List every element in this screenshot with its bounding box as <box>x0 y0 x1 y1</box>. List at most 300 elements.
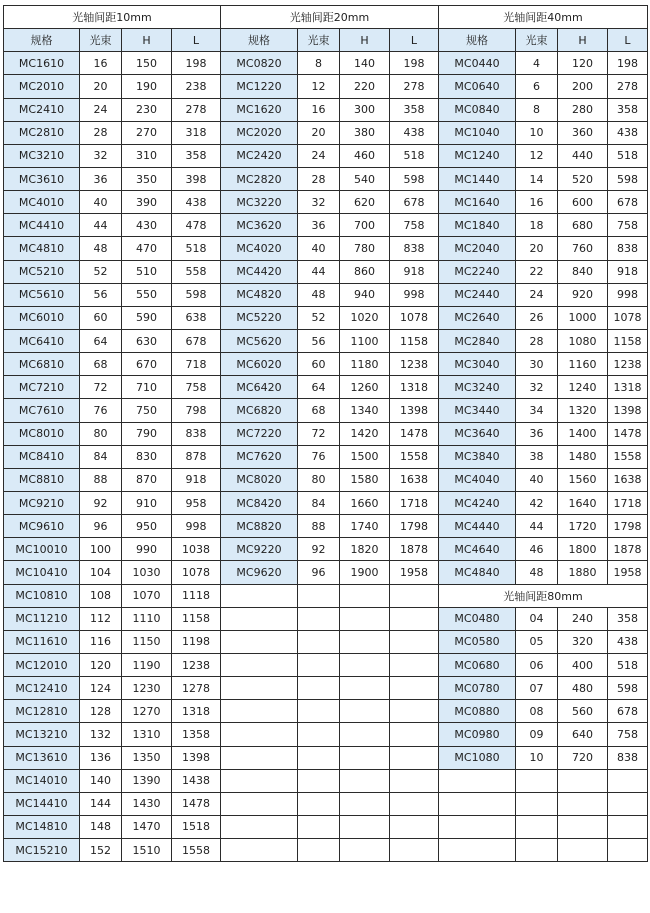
empty-cell <box>298 723 340 746</box>
spec-cell: MC0840 <box>439 98 516 121</box>
beams-cell: 8 <box>516 98 558 121</box>
l-cell: 1398 <box>172 746 221 769</box>
h-cell: 460 <box>340 144 390 167</box>
spec-cell: MC4410 <box>4 214 80 237</box>
spec-cell: MC13210 <box>4 723 80 746</box>
l-cell: 1478 <box>172 792 221 815</box>
l-cell: 198 <box>608 52 648 75</box>
empty-cell <box>608 769 648 792</box>
empty-cell <box>221 769 298 792</box>
empty-cell <box>298 677 340 700</box>
h-cell: 1820 <box>340 538 390 561</box>
l-cell: 1318 <box>608 376 648 399</box>
spec-cell: MC13610 <box>4 746 80 769</box>
h-cell: 310 <box>122 144 172 167</box>
beams-cell: 96 <box>298 561 340 584</box>
l-cell: 678 <box>172 329 221 352</box>
spec-cell: MC3640 <box>439 422 516 445</box>
l-cell: 278 <box>390 75 439 98</box>
column-header: H <box>340 29 390 52</box>
table-row <box>4 52 648 75</box>
table-row <box>4 746 648 769</box>
l-cell: 1718 <box>390 491 439 514</box>
l-cell: 1478 <box>608 422 648 445</box>
empty-cell <box>298 653 340 676</box>
beams-cell: 100 <box>80 538 122 561</box>
beams-cell: 136 <box>80 746 122 769</box>
spec-cell: MC6410 <box>4 329 80 352</box>
l-cell: 758 <box>172 376 221 399</box>
empty-cell <box>340 769 390 792</box>
beams-cell: 10 <box>516 746 558 769</box>
l-cell: 1958 <box>608 561 648 584</box>
l-cell: 1318 <box>172 700 221 723</box>
spec-cell: MC0680 <box>439 653 516 676</box>
h-cell: 190 <box>122 75 172 98</box>
l-cell: 318 <box>172 121 221 144</box>
h-cell: 950 <box>122 515 172 538</box>
h-cell: 840 <box>558 260 608 283</box>
spec-cell: MC7620 <box>221 445 298 468</box>
beams-cell: 92 <box>80 491 122 514</box>
h-cell: 1420 <box>340 422 390 445</box>
beams-cell: 64 <box>80 329 122 352</box>
spec-cell: MC1040 <box>439 121 516 144</box>
h-cell: 1350 <box>122 746 172 769</box>
empty-cell <box>221 792 298 815</box>
spec-cell: MC7610 <box>4 399 80 422</box>
h-cell: 380 <box>340 121 390 144</box>
beams-cell: 60 <box>298 353 340 376</box>
table-row <box>4 98 648 121</box>
h-cell: 750 <box>122 399 172 422</box>
h-cell: 1230 <box>122 677 172 700</box>
spec-cell: MC7210 <box>4 376 80 399</box>
h-cell: 240 <box>558 607 608 630</box>
spec-cell: MC2420 <box>221 144 298 167</box>
spec-cell: MC10810 <box>4 584 80 607</box>
beams-cell: 88 <box>80 468 122 491</box>
empty-cell <box>340 700 390 723</box>
spec-cell: MC1610 <box>4 52 80 75</box>
h-cell: 140 <box>340 52 390 75</box>
spec-cell: MC4240 <box>439 491 516 514</box>
beams-cell: 56 <box>298 329 340 352</box>
empty-cell <box>558 815 608 838</box>
spec-cell: MC6820 <box>221 399 298 422</box>
h-cell: 1320 <box>558 399 608 422</box>
spec-cell: MC0480 <box>439 607 516 630</box>
empty-cell <box>340 653 390 676</box>
l-cell: 918 <box>608 260 648 283</box>
h-cell: 470 <box>122 237 172 260</box>
spec-cell: MC3210 <box>4 144 80 167</box>
beams-cell: 120 <box>80 653 122 676</box>
empty-cell <box>390 653 439 676</box>
empty-cell <box>390 584 439 607</box>
column-header: H <box>122 29 172 52</box>
table-row <box>4 677 648 700</box>
spec-cell: MC2840 <box>439 329 516 352</box>
l-cell: 1078 <box>172 561 221 584</box>
column-header: 光束 <box>298 29 340 52</box>
l-cell: 918 <box>172 468 221 491</box>
h-cell: 1240 <box>558 376 608 399</box>
h-cell: 520 <box>558 167 608 190</box>
beams-cell: 36 <box>298 214 340 237</box>
empty-cell <box>221 653 298 676</box>
empty-cell <box>390 746 439 769</box>
spec-cell: MC4420 <box>221 260 298 283</box>
beams-cell: 52 <box>80 260 122 283</box>
table-row <box>4 561 648 584</box>
l-cell: 518 <box>172 237 221 260</box>
l-cell: 758 <box>608 723 648 746</box>
l-cell: 598 <box>608 677 648 700</box>
beams-cell: 48 <box>516 561 558 584</box>
spec-cell: MC0640 <box>439 75 516 98</box>
beams-cell: 72 <box>298 422 340 445</box>
h-cell: 390 <box>122 191 172 214</box>
table-row <box>4 237 648 260</box>
beams-cell: 16 <box>516 191 558 214</box>
h-cell: 600 <box>558 191 608 214</box>
beams-cell: 4 <box>516 52 558 75</box>
spec-cell: MC4440 <box>439 515 516 538</box>
beams-cell: 6 <box>516 75 558 98</box>
beams-cell: 38 <box>516 445 558 468</box>
table-row <box>4 167 648 190</box>
h-cell: 1260 <box>340 376 390 399</box>
empty-cell <box>439 792 516 815</box>
l-cell: 358 <box>390 98 439 121</box>
l-cell: 438 <box>172 191 221 214</box>
spec-cell: MC3440 <box>439 399 516 422</box>
beams-cell: 88 <box>298 515 340 538</box>
beams-cell: 44 <box>516 515 558 538</box>
h-cell: 1740 <box>340 515 390 538</box>
h-cell: 1310 <box>122 723 172 746</box>
spec-cell: MC0880 <box>439 700 516 723</box>
table-row <box>4 329 648 352</box>
empty-cell <box>390 630 439 653</box>
h-cell: 790 <box>122 422 172 445</box>
h-cell: 120 <box>558 52 608 75</box>
beams-cell: 92 <box>298 538 340 561</box>
l-cell: 1958 <box>390 561 439 584</box>
table-row <box>4 283 648 306</box>
spec-cell: MC2820 <box>221 167 298 190</box>
spec-cell: MC2440 <box>439 283 516 306</box>
beams-cell: 64 <box>298 376 340 399</box>
beams-cell: 96 <box>80 515 122 538</box>
beams-cell: 76 <box>80 399 122 422</box>
spec-cell: MC9220 <box>221 538 298 561</box>
h-cell: 700 <box>340 214 390 237</box>
l-cell: 358 <box>608 98 648 121</box>
column-header: L <box>608 29 648 52</box>
empty-cell <box>340 607 390 630</box>
l-cell: 838 <box>172 422 221 445</box>
beams-cell: 20 <box>516 237 558 260</box>
empty-cell <box>390 769 439 792</box>
empty-cell <box>340 746 390 769</box>
l-cell: 678 <box>608 191 648 214</box>
l-cell: 1318 <box>390 376 439 399</box>
h-cell: 1560 <box>558 468 608 491</box>
h-cell: 480 <box>558 677 608 700</box>
beams-cell: 06 <box>516 653 558 676</box>
l-cell: 198 <box>172 52 221 75</box>
spec-cell: MC8810 <box>4 468 80 491</box>
spec-cell: MC6810 <box>4 353 80 376</box>
beams-cell: 46 <box>516 538 558 561</box>
l-cell: 1238 <box>608 353 648 376</box>
table-row <box>4 191 648 214</box>
h-cell: 910 <box>122 491 172 514</box>
group-title: 光轴间距80mm <box>439 584 648 607</box>
l-cell: 1158 <box>390 329 439 352</box>
empty-cell <box>298 607 340 630</box>
spec-cell: MC3220 <box>221 191 298 214</box>
beams-cell: 36 <box>516 422 558 445</box>
l-cell: 1638 <box>608 468 648 491</box>
empty-cell <box>221 723 298 746</box>
beams-cell: 05 <box>516 630 558 653</box>
h-cell: 1640 <box>558 491 608 514</box>
beams-cell: 24 <box>298 144 340 167</box>
beams-cell: 8 <box>298 52 340 75</box>
empty-cell <box>390 792 439 815</box>
empty-cell <box>298 792 340 815</box>
h-cell: 1880 <box>558 561 608 584</box>
column-header: L <box>390 29 439 52</box>
h-cell: 1100 <box>340 329 390 352</box>
beams-cell: 28 <box>80 121 122 144</box>
l-cell: 518 <box>608 653 648 676</box>
spec-cell: MC8410 <box>4 445 80 468</box>
h-cell: 590 <box>122 306 172 329</box>
beams-cell: 14 <box>516 167 558 190</box>
empty-cell <box>390 700 439 723</box>
h-cell: 870 <box>122 468 172 491</box>
h-cell: 1000 <box>558 306 608 329</box>
beams-cell: 18 <box>516 214 558 237</box>
h-cell: 540 <box>340 167 390 190</box>
table-row <box>4 839 648 862</box>
table-row <box>4 376 648 399</box>
spec-cell: MC14410 <box>4 792 80 815</box>
l-cell: 1078 <box>608 306 648 329</box>
table-row <box>4 445 648 468</box>
beams-cell: 128 <box>80 700 122 723</box>
empty-cell <box>340 839 390 862</box>
beams-cell: 30 <box>516 353 558 376</box>
spec-cell: MC7220 <box>221 422 298 445</box>
h-cell: 300 <box>340 98 390 121</box>
beams-cell: 28 <box>516 329 558 352</box>
spec-cell: MC2040 <box>439 237 516 260</box>
beams-cell: 132 <box>80 723 122 746</box>
table-row <box>4 584 648 607</box>
empty-cell <box>516 839 558 862</box>
spec-cell: MC3610 <box>4 167 80 190</box>
beams-cell: 44 <box>80 214 122 237</box>
table-row <box>4 630 648 653</box>
spec-cell: MC0440 <box>439 52 516 75</box>
l-cell: 1038 <box>172 538 221 561</box>
l-cell: 1158 <box>172 607 221 630</box>
l-cell: 1078 <box>390 306 439 329</box>
column-header: 光束 <box>516 29 558 52</box>
h-cell: 670 <box>122 353 172 376</box>
l-cell: 1518 <box>172 815 221 838</box>
table-row <box>4 468 648 491</box>
table-row <box>4 700 648 723</box>
l-cell: 278 <box>172 98 221 121</box>
spec-cell: MC2020 <box>221 121 298 144</box>
empty-cell <box>298 700 340 723</box>
table-row <box>4 121 648 144</box>
beams-cell: 26 <box>516 306 558 329</box>
spec-cell: MC8020 <box>221 468 298 491</box>
h-cell: 1190 <box>122 653 172 676</box>
spec-cell: MC2410 <box>4 98 80 121</box>
empty-cell <box>298 630 340 653</box>
column-header: 规格 <box>439 29 516 52</box>
beams-cell: 22 <box>516 260 558 283</box>
beams-cell: 07 <box>516 677 558 700</box>
empty-cell <box>516 815 558 838</box>
spec-cell: MC1840 <box>439 214 516 237</box>
h-cell: 1340 <box>340 399 390 422</box>
h-cell: 920 <box>558 283 608 306</box>
h-cell: 1800 <box>558 538 608 561</box>
spec-cell: MC5210 <box>4 260 80 283</box>
h-cell: 630 <box>122 329 172 352</box>
empty-cell <box>558 792 608 815</box>
column-header: L <box>172 29 221 52</box>
empty-cell <box>558 839 608 862</box>
h-cell: 560 <box>558 700 608 723</box>
l-cell: 678 <box>608 700 648 723</box>
l-cell: 1718 <box>608 491 648 514</box>
empty-cell <box>298 584 340 607</box>
l-cell: 1558 <box>608 445 648 468</box>
l-cell: 1558 <box>172 839 221 862</box>
spec-cell: MC3240 <box>439 376 516 399</box>
l-cell: 838 <box>608 746 648 769</box>
empty-cell <box>221 677 298 700</box>
h-cell: 780 <box>340 237 390 260</box>
beams-cell: 112 <box>80 607 122 630</box>
l-cell: 1198 <box>172 630 221 653</box>
spec-cell: MC2810 <box>4 121 80 144</box>
spec-cell: MC4810 <box>4 237 80 260</box>
l-cell: 1238 <box>172 653 221 676</box>
table-row <box>4 422 648 445</box>
column-header: H <box>558 29 608 52</box>
empty-cell <box>340 584 390 607</box>
h-cell: 1660 <box>340 491 390 514</box>
h-cell: 1020 <box>340 306 390 329</box>
h-cell: 320 <box>558 630 608 653</box>
l-cell: 998 <box>608 283 648 306</box>
h-cell: 430 <box>122 214 172 237</box>
h-cell: 1390 <box>122 769 172 792</box>
spec-cell: MC11210 <box>4 607 80 630</box>
spec-cell: MC15210 <box>4 839 80 862</box>
h-cell: 440 <box>558 144 608 167</box>
empty-cell <box>390 677 439 700</box>
empty-cell <box>298 769 340 792</box>
spec-cell: MC6420 <box>221 376 298 399</box>
h-cell: 400 <box>558 653 608 676</box>
l-cell: 1158 <box>608 329 648 352</box>
empty-cell <box>439 769 516 792</box>
beams-cell: 56 <box>80 283 122 306</box>
beams-cell: 32 <box>298 191 340 214</box>
table-row <box>4 75 648 98</box>
h-cell: 1270 <box>122 700 172 723</box>
beams-cell: 16 <box>80 52 122 75</box>
column-header: 规格 <box>221 29 298 52</box>
empty-cell <box>439 815 516 838</box>
empty-cell <box>516 769 558 792</box>
h-cell: 350 <box>122 167 172 190</box>
beams-cell: 42 <box>516 491 558 514</box>
spec-cell: MC8010 <box>4 422 80 445</box>
l-cell: 478 <box>172 214 221 237</box>
beams-cell: 34 <box>516 399 558 422</box>
h-cell: 1160 <box>558 353 608 376</box>
spec-cell: MC1620 <box>221 98 298 121</box>
table-row <box>4 214 648 237</box>
column-header: 规格 <box>4 29 80 52</box>
spec-cell: MC2010 <box>4 75 80 98</box>
l-cell: 838 <box>608 237 648 260</box>
l-cell: 238 <box>172 75 221 98</box>
beams-cell: 148 <box>80 815 122 838</box>
l-cell: 398 <box>172 167 221 190</box>
h-cell: 860 <box>340 260 390 283</box>
spec-cell: MC4020 <box>221 237 298 260</box>
beams-cell: 68 <box>298 399 340 422</box>
l-cell: 518 <box>608 144 648 167</box>
empty-cell <box>340 677 390 700</box>
table-row <box>4 653 648 676</box>
l-cell: 1358 <box>172 723 221 746</box>
spec-cell: MC12810 <box>4 700 80 723</box>
spec-cell: MC1440 <box>439 167 516 190</box>
l-cell: 358 <box>608 607 648 630</box>
beams-cell: 28 <box>298 167 340 190</box>
empty-cell <box>298 815 340 838</box>
beams-cell: 08 <box>516 700 558 723</box>
spec-cell: MC1640 <box>439 191 516 214</box>
spec-cell: MC1080 <box>439 746 516 769</box>
spec-cell: MC12410 <box>4 677 80 700</box>
spec-cell: MC6010 <box>4 306 80 329</box>
l-cell: 358 <box>172 144 221 167</box>
h-cell: 1180 <box>340 353 390 376</box>
empty-cell <box>221 746 298 769</box>
empty-cell <box>608 839 648 862</box>
spec-cell: MC10410 <box>4 561 80 584</box>
table-row <box>4 144 648 167</box>
beams-cell: 116 <box>80 630 122 653</box>
beams-cell: 04 <box>516 607 558 630</box>
